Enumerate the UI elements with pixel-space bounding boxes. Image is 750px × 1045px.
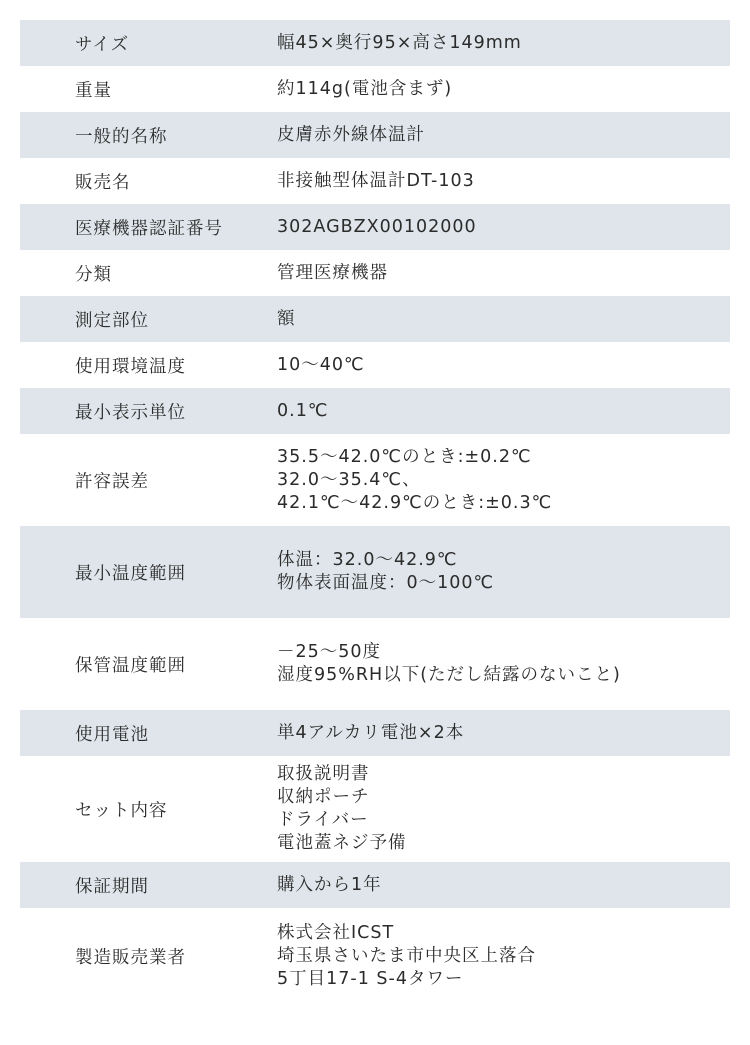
spec-value-line: 電池蓋ネジ予備 xyxy=(277,833,407,853)
spec-value-line: 10～40℃ xyxy=(277,354,365,375)
spec-row-size xyxy=(20,20,730,66)
spec-value-line: 購入から1年 xyxy=(277,874,382,895)
spec-label: 販売名 xyxy=(75,172,131,193)
spec-value xyxy=(277,354,730,377)
spec-label: 使用電池 xyxy=(75,724,149,745)
spec-label: 許容誤差 xyxy=(75,471,149,492)
spec-label: 保管温度範囲 xyxy=(75,655,186,676)
spec-value xyxy=(277,549,730,595)
spec-label: 一般的名称 xyxy=(75,126,168,147)
spec-label: 製造販売業者 xyxy=(75,947,186,968)
spec-label: 最小温度範囲 xyxy=(75,563,186,584)
spec-value-line: 0.1℃ xyxy=(277,400,329,421)
spec-label: 医療機器認証番号 xyxy=(75,218,223,239)
spec-value-line: 湿度95%RH以下(ただし結露のないこと) xyxy=(277,665,621,685)
spec-value-line: 皮膚赤外線体温計 xyxy=(277,124,425,145)
spec-value-line: 収納ポーチ xyxy=(277,787,370,807)
spec-row-battery xyxy=(20,710,730,756)
spec-row-general-name xyxy=(20,112,730,158)
spec-label: 重量 xyxy=(75,80,112,101)
spec-value-line: ドライバー xyxy=(277,810,369,830)
spec-value-line: 42.1℃～42.9℃のとき:±0.3℃ xyxy=(277,492,553,513)
spec-row-warranty xyxy=(20,862,730,908)
spec-label: セット内容 xyxy=(75,800,168,821)
spec-row-sales-name xyxy=(20,158,730,204)
spec-value-line: 物体表面温度：0～100℃ xyxy=(277,573,495,593)
spec-value-line: 35.5～42.0℃のとき:±0.2℃ xyxy=(277,446,532,467)
spec-value xyxy=(277,722,730,745)
spec-value-line: 約114g(電池含まず) xyxy=(277,78,453,99)
spec-row-operating-temperature xyxy=(20,342,730,388)
spec-value-line: 額 xyxy=(277,308,296,329)
spec-row-tolerance xyxy=(20,434,730,526)
spec-value xyxy=(277,400,730,423)
spec-value-line: 5丁目17-1 S-4タワー xyxy=(277,968,464,989)
spec-label: 測定部位 xyxy=(75,310,149,331)
spec-value xyxy=(277,78,730,101)
spec-label: 最小表示単位 xyxy=(75,402,186,423)
spec-row-weight xyxy=(20,66,730,112)
spec-value-line: 株式会社ICST xyxy=(277,922,395,943)
spec-value-line: 幅45×奥行95×高さ149mm xyxy=(277,32,522,53)
spec-value xyxy=(277,308,730,331)
spec-value xyxy=(277,922,730,991)
spec-row-classification xyxy=(20,250,730,296)
spec-label: 分類 xyxy=(75,264,112,285)
spec-value-line: 取扱説明書 xyxy=(277,764,370,784)
spec-value-line: －25～50度 xyxy=(277,642,382,662)
spec-label: 使用環境温度 xyxy=(75,356,186,377)
spec-value xyxy=(277,124,730,147)
spec-label: 保証期間 xyxy=(75,876,149,897)
spec-value-line: 管理医療機器 xyxy=(277,262,388,283)
spec-value xyxy=(277,641,730,687)
spec-row-display-resolution xyxy=(20,388,730,434)
spec-row-package-contents xyxy=(20,756,730,862)
spec-row-manufacturer xyxy=(20,908,730,1004)
spec-value-line: 32.0～35.4℃、 xyxy=(277,469,421,490)
spec-row-storage-temperature xyxy=(20,618,730,710)
spec-row-temperature-range xyxy=(20,526,730,618)
spec-value xyxy=(277,763,730,855)
spec-table xyxy=(20,20,730,1004)
spec-row-measurement-site xyxy=(20,296,730,342)
spec-label: サイズ xyxy=(75,34,130,55)
spec-value-line: 非接触型体温計DT-103 xyxy=(277,170,475,191)
spec-value-line: 埼玉県さいたま市中央区上落合 xyxy=(277,945,536,966)
spec-value xyxy=(277,32,730,55)
spec-row-certification-number xyxy=(20,204,730,250)
spec-value-line: 体温：32.0～42.9℃ xyxy=(277,550,458,570)
spec-value xyxy=(277,170,730,193)
spec-value xyxy=(277,216,730,239)
spec-value-line: 302AGBZX00102000 xyxy=(277,216,477,237)
spec-value-line: 単4アルカリ電池×2本 xyxy=(277,722,465,743)
spec-value xyxy=(277,874,730,897)
spec-value xyxy=(277,262,730,285)
spec-value xyxy=(277,446,730,515)
